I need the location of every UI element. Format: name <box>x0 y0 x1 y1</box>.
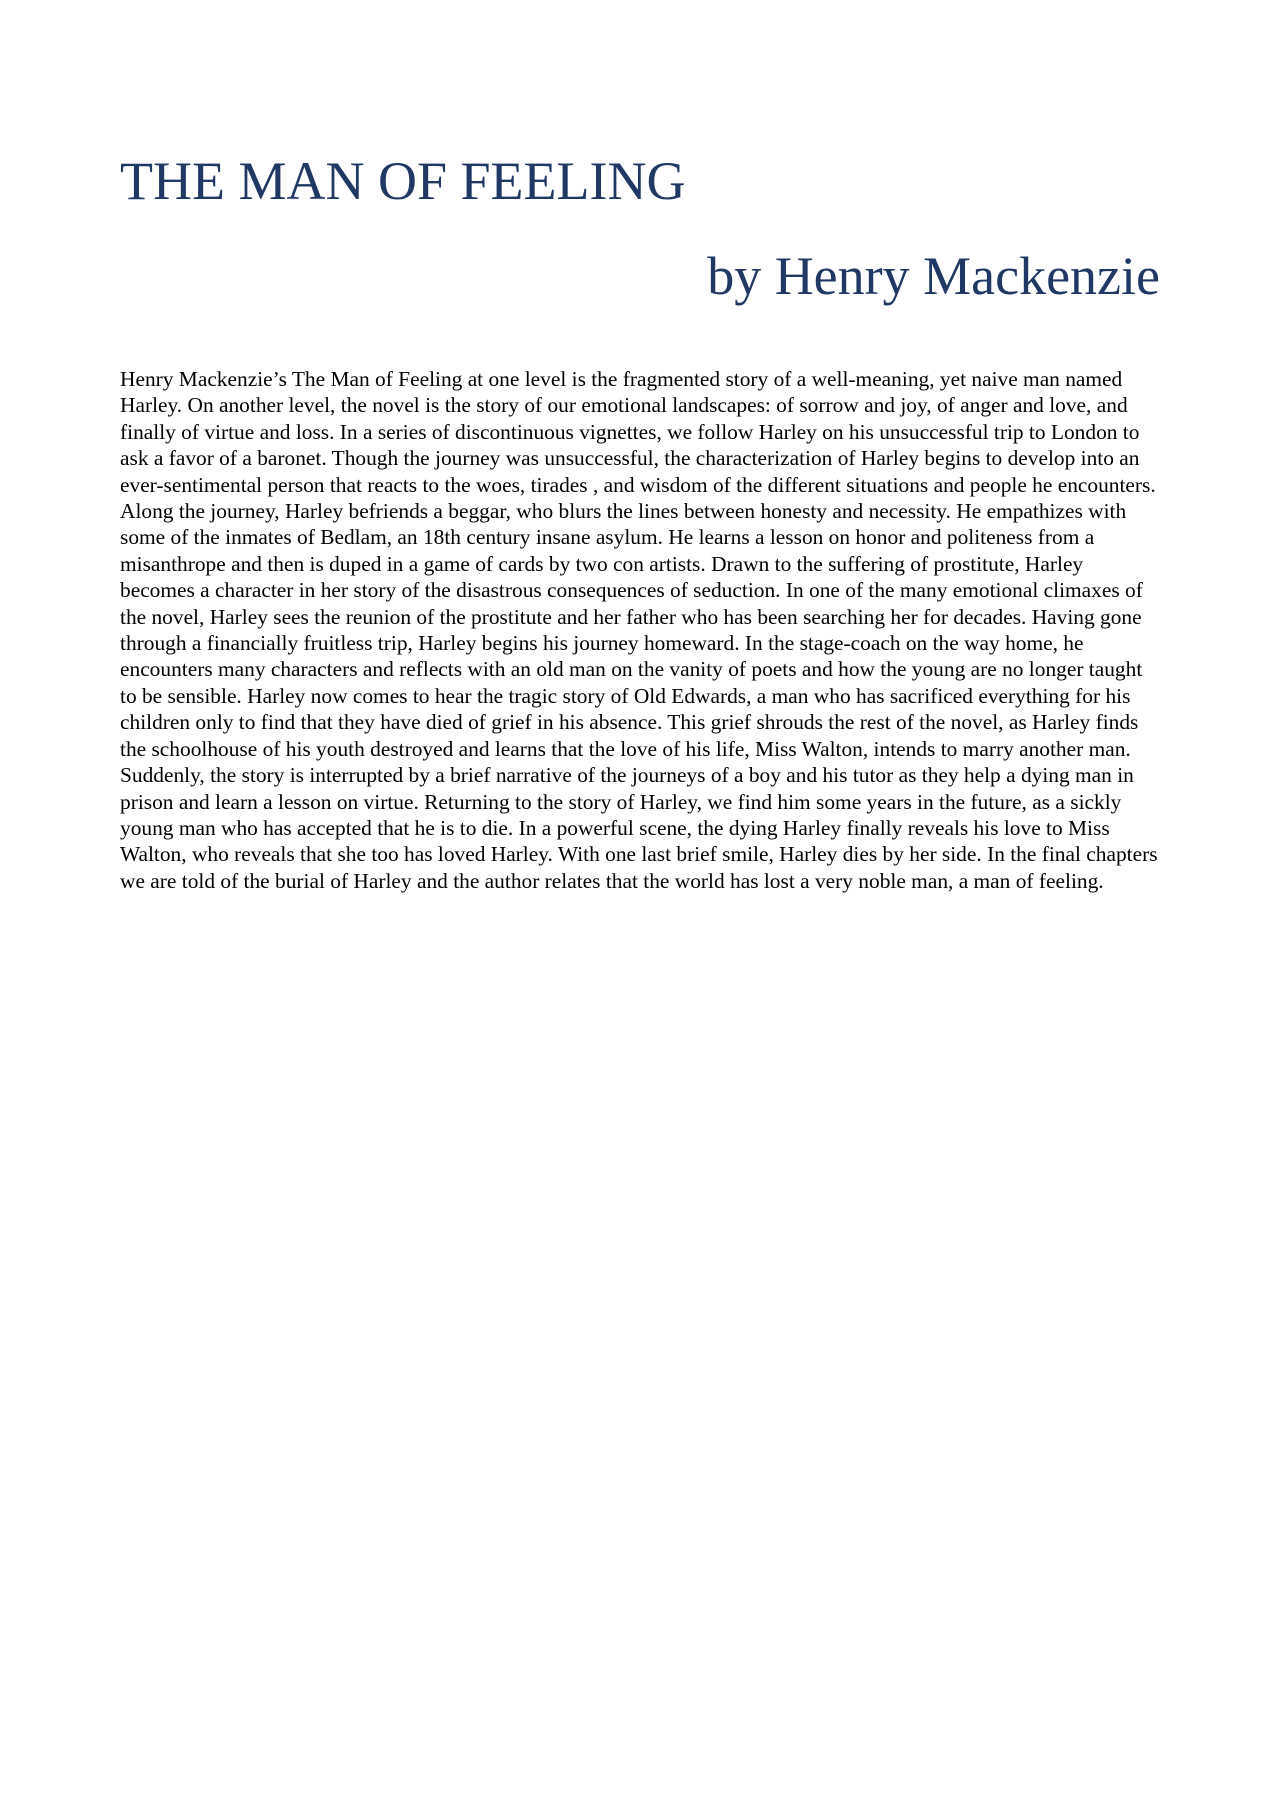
summary-paragraph: Henry Mackenzie’s The Man of Feeling at one level is the fragmented story of a well-meaning, yet naive man named Harley. On another level, the novel is the story of our emotional landscapes: of sorrow and joy, of anger and love, and finally of virtue and loss. In a series of discontinuous vignettes, we follow Harley on his unsuccessful trip to London to ask a favor of a baronet. Though the journey was unsuccessful, the characterization of Harley begins to develop into an ever-sentimental person that reacts to the woes, tirades , and wisdom of the different situations and people he encounters. Along the journey, Harley befriends a beggar, who blurs the lines between honesty and necessity. He empathizes with some of the inmates of Bedlam, an 18th century insane asylum. He learns a lesson on honor and politeness from a misanthrope and then is duped in a game of cards by two con artists. Drawn to the suffering of prostitute, Harley becomes a character in her story of the disastrous consequences of seduction. In one of the many emotional climaxes of the novel, Harley sees the reunion of the prostitute and her father who has been searching her for decades. Having gone through a financially fruitless trip, Harley begins his journey homeward. In the stage-coach on the way home, he encounters many characters and reflects with an old man on the vanity of poets and how the young are no longer taught to be sensible. Harley now comes to hear the tragic story of Old Edwards, a man who has sacrificed everything for his children only to find that they have died of grief in his absence. This grief shrouds the rest of the novel, as Harley finds the schoolhouse of his youth destroyed and learns that the love of his life, Miss Walton, intends to marry another man. Suddenly, the story is interrupted by a brief narrative of the journeys of a boy and his tutor as they help a dying man in prison and learn a lesson on virtue. Returning to the story of Harley, we find him some years in the future, as a sickly young man who has accepted that he is to die. In a powerful scene, the dying Harley finally reveals his love to Miss Walton, who reveals that she too has loved Harley. With one last brief smile, Harley dies by her side. In the final chapters we are told of the burial of Harley and the author relates that the world has lost a very noble man, a man of feeling. <box>120 367 1158 893</box>
author-byline: by Henry Mackenzie <box>707 246 1160 306</box>
document-title: THE MAN OF FEELING <box>120 151 686 211</box>
